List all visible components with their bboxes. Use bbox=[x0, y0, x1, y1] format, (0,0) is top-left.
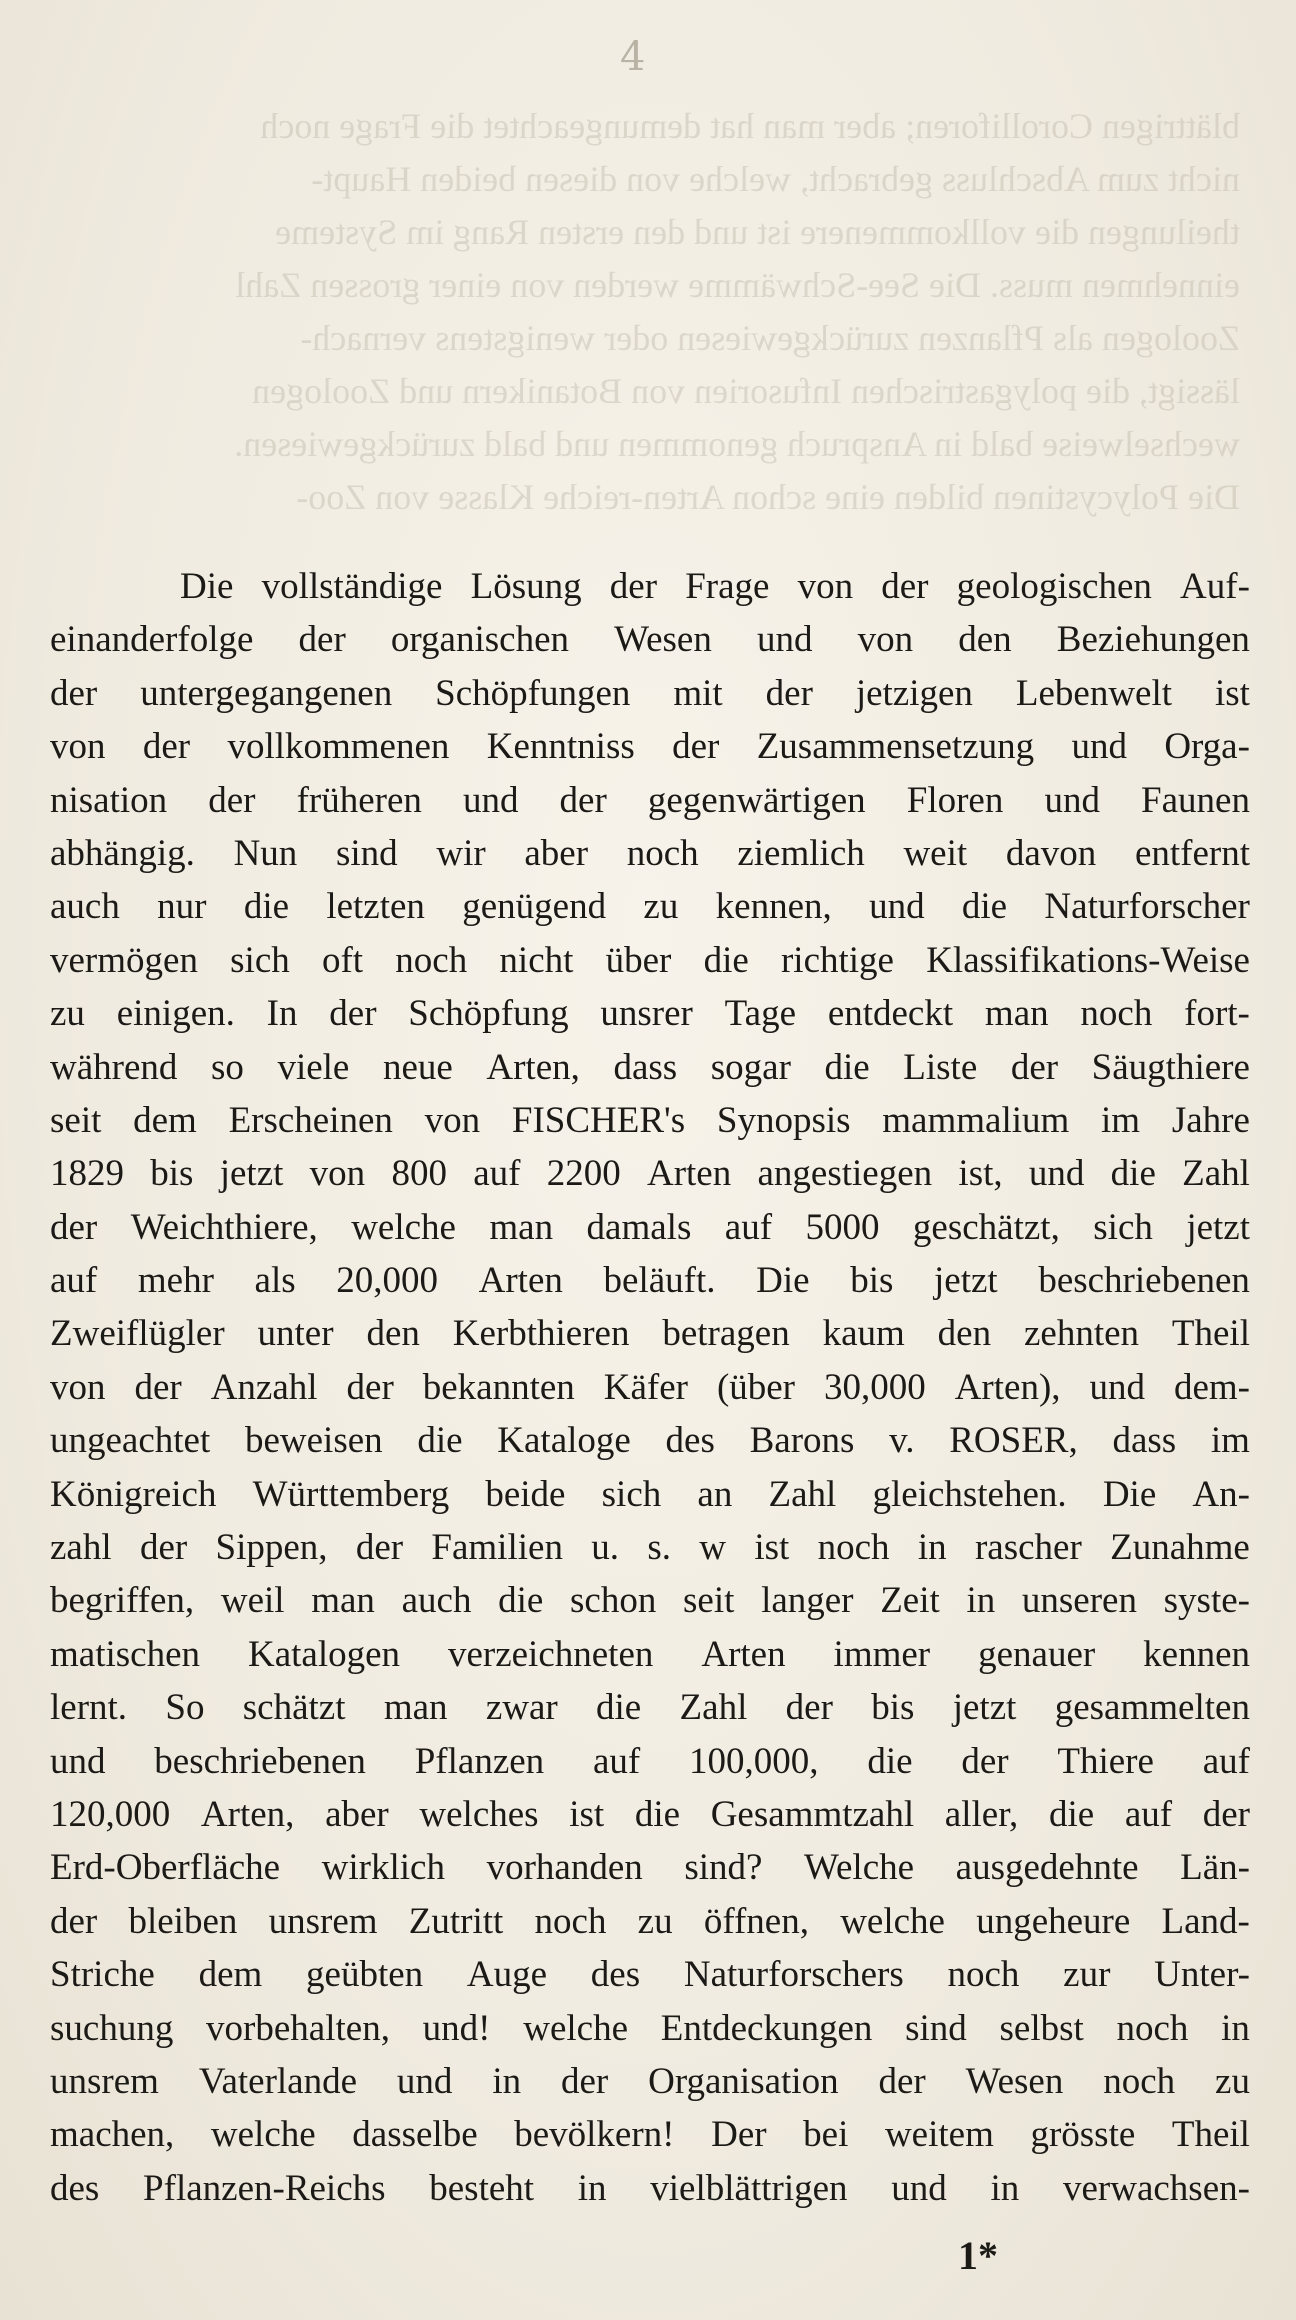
text-line: von der Anzahl der bekannten Käfer (über 30,000 Arten), und dem- bbox=[50, 1366, 1250, 1408]
text-line: seit dem Erscheinen von FISCHER's Synopsis mammalium im Jahre bbox=[50, 1099, 1250, 1141]
text-line: auf mehr als 20,000 Arten beläuft. Die bis jetzt beschriebenen bbox=[50, 1260, 1250, 1302]
text-line: lernt. So schätzt man zwar die Zahl der bis jetzt gesammelten bbox=[50, 1687, 1250, 1729]
text-line: und beschriebenen Pflanzen auf 100,000, die der Thiere auf bbox=[50, 1740, 1250, 1782]
bleed-line: blättrigen Corolliforen; aber man hat demungeachtet die Frage noch bbox=[260, 106, 1240, 146]
text-line: abhängig. Nun sind wir aber noch ziemlich weit davon entfernt bbox=[50, 832, 1250, 874]
page-number: 4 bbox=[620, 34, 646, 80]
text-line: Königreich Württemberg beide sich an Zahl gleichstehen. Die An- bbox=[50, 1473, 1250, 1515]
text-line: zu einigen. In der Schöpfung unsrer Tage entdeckt man noch fort- bbox=[50, 993, 1250, 1035]
bleed-line: Zoologen als Pflanzen zurückgewiesen oder wenigstens vernach- bbox=[300, 318, 1240, 358]
bleed-line: wechselweise bald in Anspruch genommen und bald zurückgewiesen. bbox=[234, 424, 1240, 464]
text-line: suchung vorbehalten, und! welche Entdeckungen sind selbst noch in bbox=[50, 2007, 1250, 2049]
text-line: ungeachtet beweisen die Kataloge des Barons v. ROSER, dass im bbox=[50, 1420, 1250, 1462]
text-line: matischen Katalogen verzeichneten Arten immer genauer kennen bbox=[50, 1633, 1250, 1675]
paragraph bbox=[50, 560, 1250, 2215]
text-line: machen, welche dasselbe bevölkern! Der bei weitem grösste Theil bbox=[50, 2114, 1250, 2156]
text-line: Striche dem geübten Auge des Naturforschers noch zur Unter- bbox=[50, 1954, 1250, 1996]
text-line: einanderfolge der organischen Wesen und von den Beziehungen bbox=[50, 619, 1250, 661]
text-line: der Weichthiere, welche man damals auf 5000 geschätzt, sich jetzt bbox=[50, 1206, 1250, 1248]
signature-mark: 1* bbox=[958, 2233, 998, 2278]
text-line: 120,000 Arten, aber welches ist die Gesammtzahl aller, die auf der bbox=[50, 1793, 1250, 1835]
text-line: zahl der Sippen, der Familien u. s. w ist noch in rascher Zunahme bbox=[50, 1527, 1250, 1569]
text-line: unsrem Vaterlande und in der Organisation der Wesen noch zu bbox=[50, 2060, 1250, 2102]
text-line: vermögen sich oft noch nicht über die richtige Klassifikations-Weise bbox=[50, 939, 1250, 981]
text-line: begriffen, weil man auch die schon seit langer Zeit in unseren syste- bbox=[50, 1580, 1250, 1622]
text-line: der bleiben unsrem Zutritt noch zu öffnen, welche ungeheure Land- bbox=[50, 1900, 1250, 1942]
bleed-line: nicht zum Abschluss gebracht, welche von diesen beiden Haupt- bbox=[311, 159, 1240, 199]
bleed-line: lässigt, die polygastrischen Infusorien von Botanikern und Zoologen bbox=[252, 371, 1240, 411]
text-line: des Pflanzen-Reichs besteht in vielblättrigen und in verwachsen- bbox=[50, 2167, 1250, 2209]
text-line: während so viele neue Arten, dass sogar die Liste der Säugthiere bbox=[50, 1046, 1250, 1088]
bleed-line: Die Polycystinen bilden eine schon Arten-reiche Klasse von Zoo- bbox=[296, 477, 1240, 517]
text-line: 1829 bis jetzt von 800 auf 2200 Arten angestiegen ist, und die Zahl bbox=[50, 1153, 1250, 1195]
text-line: Erd-Oberfläche wirklich vorhanden sind? Welche ausgedehnte Län- bbox=[50, 1847, 1250, 1889]
text-line: auch nur die letzten genügend zu kennen, und die Naturforscher bbox=[50, 886, 1250, 928]
bleed-line: einnehmen muss. Die See-Schwämme werden von einer grossen Zahl bbox=[235, 265, 1240, 305]
bleed-through-text bbox=[60, 100, 1240, 524]
text-line: der untergegangenen Schöpfungen mit der jetzigen Lebenwelt ist bbox=[50, 672, 1250, 714]
text-line: nisation der früheren und der gegenwärtigen Floren und Faunen bbox=[50, 779, 1250, 821]
bleed-line: theilungen die vollkommenere ist und den ersten Rang im Systeme bbox=[275, 212, 1240, 252]
text-line: Zweiflügler unter den Kerbthieren betragen kaum den zehnten Theil bbox=[50, 1313, 1250, 1355]
text-line: Die vollständige Lösung der Frage von der geologischen Auf- bbox=[180, 566, 1250, 607]
text-line: von der vollkommenen Kenntniss der Zusammensetzung und Orga- bbox=[50, 726, 1250, 768]
